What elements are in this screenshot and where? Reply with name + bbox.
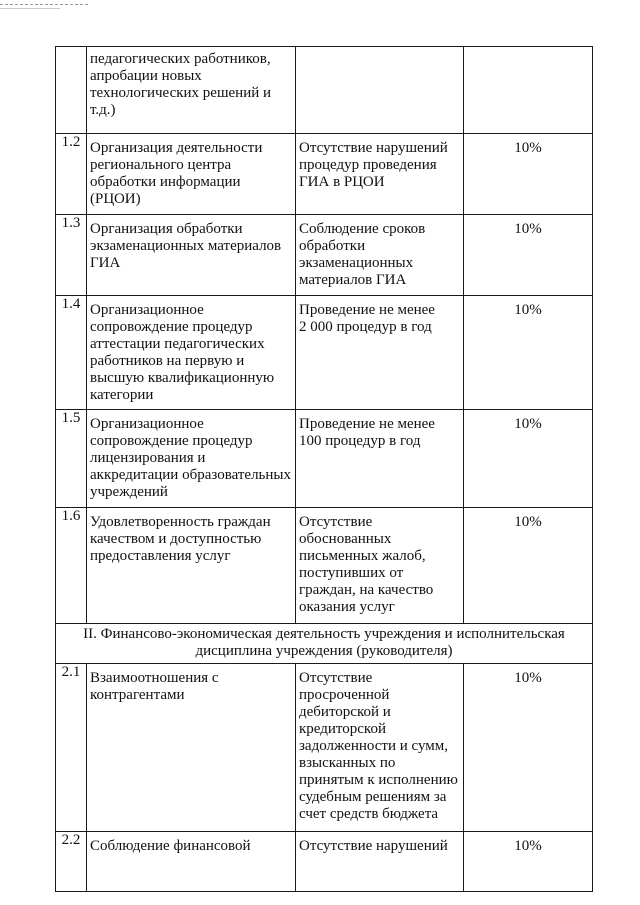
criterion-line: Соблюдение финансовой: [90, 838, 251, 854]
indicator-line: обработки: [299, 238, 366, 254]
indicator-cell: [296, 410, 464, 508]
criterion-line: работников на первую и: [90, 353, 245, 369]
indicator-line: дебиторской и: [299, 704, 391, 720]
item-number-cell: 2.2: [56, 832, 87, 892]
criterion-line: обработки информации: [90, 174, 241, 190]
weight-cell: 10%: [464, 508, 593, 624]
table-row: [56, 508, 593, 624]
criterion-line: сопровождение процедур: [90, 319, 253, 335]
weight-cell: 10%: [464, 832, 593, 892]
section-heading-line: II. Финансово-экономическая деятельность учреждения и исполнительская: [83, 626, 565, 642]
criterion-line: (РЦОИ): [90, 191, 141, 207]
criterion-line: регионального центра: [90, 157, 232, 173]
indicator-line: задолженности и сумм,: [299, 738, 449, 754]
indicator-line: поступивших от: [299, 565, 404, 581]
indicator-line: экзаменационных: [299, 255, 414, 271]
indicator-line: Проведение не менее: [299, 302, 435, 318]
table-row: [56, 134, 593, 215]
item-number-cell: 1.3: [56, 215, 87, 296]
indicator-line: процедур проведения: [299, 157, 437, 173]
criterion-cell: [87, 832, 296, 892]
criterion-cell: [87, 296, 296, 410]
item-number-cell: 1.5: [56, 410, 87, 508]
criterion-line: экзаменационных материалов: [90, 238, 282, 254]
criterion-cell: [87, 47, 296, 134]
indicator-line: письменных жалоб,: [299, 548, 426, 564]
table-body-section-2: [56, 664, 593, 892]
criterion-line: качеством и доступностью: [90, 531, 262, 547]
criterion-line: Взаимоотношения с: [90, 670, 219, 686]
criterion-line: категории: [90, 387, 154, 403]
section-heading-row: [56, 624, 593, 664]
indicator-line: взысканных по: [299, 755, 396, 771]
criterion-cell: [87, 134, 296, 215]
criterion-cell: [87, 410, 296, 508]
weight-cell: 10%: [464, 134, 593, 215]
criterion-cell: [87, 508, 296, 624]
scan-artifact-line: [0, 4, 88, 5]
criterion-line: высшую квалификационную: [90, 370, 275, 386]
criterion-line: ГИА: [90, 255, 121, 271]
criterion-line: учреждений: [90, 484, 168, 500]
criterion-line: педагогических работников,: [90, 51, 271, 67]
section-heading-line: дисциплина учреждения (руководителя): [195, 643, 453, 659]
criterion-line: Удовлетворенность граждан: [90, 514, 271, 530]
indicator-line: ГИА в РЦОИ: [299, 174, 385, 190]
indicator-line: 100 процедур в год: [299, 433, 421, 449]
indicator-line: Проведение не менее: [299, 416, 435, 432]
criterion-line: Организационное: [90, 302, 204, 318]
criterion-line: аккредитации образовательных: [90, 467, 292, 483]
item-number-cell: 1.6: [56, 508, 87, 624]
indicator-line: оказания услуг: [299, 599, 395, 615]
indicator-cell: [296, 832, 464, 892]
criteria-table: [55, 46, 593, 892]
indicator-line: счет средств бюджета: [299, 806, 439, 822]
indicator-line: кредиторской: [299, 721, 386, 737]
criterion-line: лицензирования и: [90, 450, 206, 466]
indicator-line: Отсутствие: [299, 670, 373, 686]
item-number-cell: 2.1: [56, 664, 87, 832]
table-body-section-1: [56, 47, 593, 624]
indicator-line: Отсутствие нарушений: [299, 140, 448, 156]
indicator-cell: [296, 215, 464, 296]
criterion-line: сопровождение процедур: [90, 433, 253, 449]
indicator-line: Соблюдение сроков: [299, 221, 426, 237]
table-row: [56, 296, 593, 410]
indicator-line: материалов ГИА: [299, 272, 407, 288]
criterion-line: технологических решений и: [90, 85, 272, 101]
table-row: [56, 47, 593, 134]
indicator-line: Отсутствие: [299, 514, 373, 530]
indicator-line: обоснованных: [299, 531, 392, 547]
indicator-line: Отсутствие нарушений: [299, 838, 448, 854]
weight-cell: 10%: [464, 215, 593, 296]
table-row: [56, 215, 593, 296]
item-number-cell: [56, 47, 87, 134]
indicator-line: судебным решениям за: [299, 789, 447, 805]
weight-cell: 10%: [464, 664, 593, 832]
scan-artifact-line: [0, 8, 60, 9]
criterion-line: аттестации педагогических: [90, 336, 265, 352]
criterion-line: т.д.): [90, 102, 116, 118]
indicator-line: просроченной: [299, 687, 390, 703]
indicator-cell: [296, 47, 464, 134]
weight-cell: 10%: [464, 410, 593, 508]
criterion-line: Организация деятельности: [90, 140, 263, 156]
table-body-section-2-header: [56, 624, 593, 664]
table-row: [56, 832, 593, 892]
table-row: [56, 410, 593, 508]
indicator-cell: [296, 296, 464, 410]
criterion-line: предоставления услуг: [90, 548, 231, 564]
indicator-line: принятым к исполнению: [299, 772, 458, 788]
criterion-cell: [87, 215, 296, 296]
weight-cell: [464, 47, 593, 134]
weight-cell: 10%: [464, 296, 593, 410]
criterion-line: Организация обработки: [90, 221, 243, 237]
indicator-line: 2 000 процедур в год: [299, 319, 432, 335]
indicator-cell: [296, 508, 464, 624]
section-heading: [56, 624, 593, 664]
criterion-line: Организационное: [90, 416, 204, 432]
indicator-cell: [296, 134, 464, 215]
item-number-cell: 1.4: [56, 296, 87, 410]
item-number-cell: 1.2: [56, 134, 87, 215]
criterion-cell: [87, 664, 296, 832]
table-row: [56, 664, 593, 832]
criterion-line: контрагентами: [90, 687, 185, 703]
indicator-cell: [296, 664, 464, 832]
criterion-line: апробации новых: [90, 68, 202, 84]
indicator-line: граждан, на качество: [299, 582, 434, 598]
